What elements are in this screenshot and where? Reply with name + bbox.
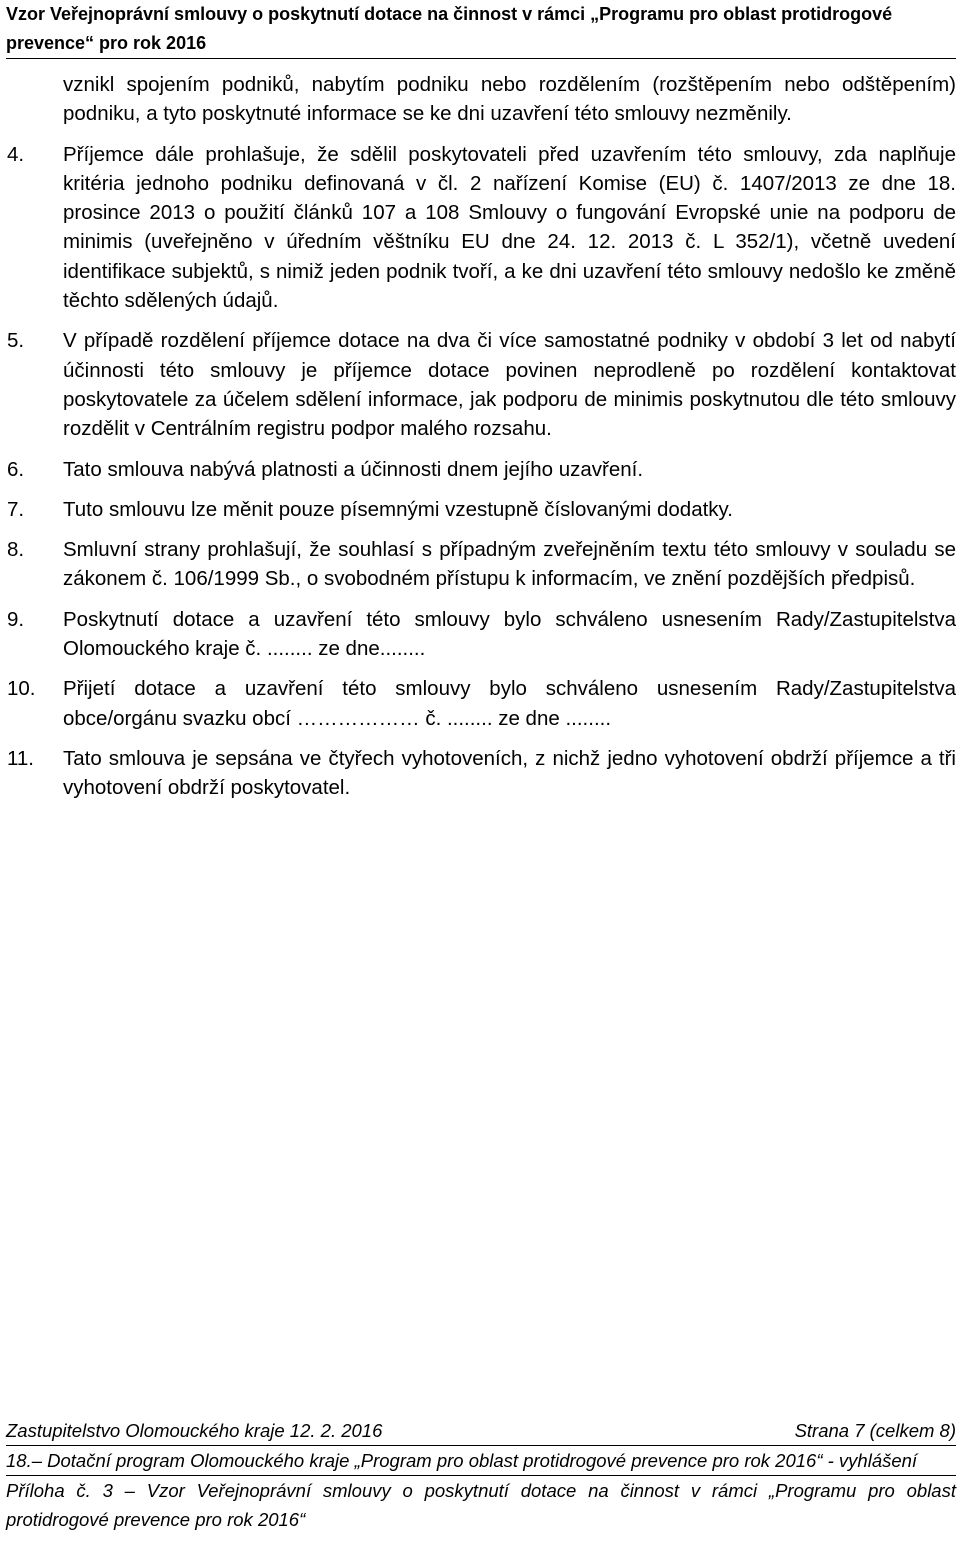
list-item-6 [7,455,956,484]
list-item-9 [7,605,956,664]
header-line-1: Vzor Veřejnoprávní smlouvy o poskytnutí dotace na činnost v rámci „Programu pro oblast protidrogové [6,4,893,24]
item-number: 7. [7,497,25,521]
item-text: Poskytnutí dotace a uzavření této smlouvy bylo schváleno usnesením Rady/Zastupitelstva Olomouckého kraje č. ........ ze dne........ [63,607,956,661]
item-text: V případě rozdělení příjemce dotace na dva či více samostatné podniky v období 3 let od nabytí účinnosti této smlouvy je příjemce dotace povinen neprodleně po rozdělení kontaktovat poskytovatele za účelem sdělení informace, jak podporu de minimis poskytnutou dle této smlouvy rozdělit v Centrálním registru podpor malého rozsahu. [63,329,956,441]
item-number: 10. [7,677,36,701]
item-text: Tato smlouva nabývá platnosti a účinnosti dnem jejího uzavření. [63,457,644,481]
item-number: 5. [7,329,25,353]
item-text: Přijetí dotace a uzavření této smlouvy bylo schváleno usnesením Rady/Zastupitelstva obce/orgánu svazku obcí ……………… č. ........ ze dne ........ [63,677,956,730]
list-item-4 [7,140,956,316]
item-number: 6. [7,457,25,481]
intro-paragraph: vznikl spojením podniků, nabytím podniku nebo rozdělením (rozštěpením nebo odštěpením) podniku, a tyto poskytnuté informace se ke dni uzavření této smlouvy nezměnily. [63,73,956,126]
footer-page-number: Strana 7 (celkem 8) [794,1420,956,1441]
page-header [6,0,956,59]
item-number: 9. [7,607,25,631]
list-item-5 [7,326,956,443]
item-text: Tuto smlouvu lze měnit pouze písemnými vzestupně číslovanými dodatky. [63,497,733,521]
item-text: Tato smlouva je sepsána ve čtyřech vyhotoveních, z nichž jedno vyhotovení obdrží příjemce a tři vyhotovení obdrží poskytovatel. [63,746,956,800]
list-item-7 [7,495,956,524]
item-number: 4. [7,142,25,166]
footer-meeting: Zastupitelstvo Olomouckého kraje 12. 2. 2016 [6,1420,383,1441]
list-item-8 [7,535,956,594]
document-body [7,70,956,814]
footer-row-1 [6,1416,956,1446]
item-text: Smluvní strany prohlašují, že souhlasí s případným zveřejněním textu této smlouvy v souladu se zákonem č. 106/1999 Sb., o svobodném přístupu k informacím, ve znění pozdějších předpisů. [63,538,956,591]
list-item-10 [7,674,956,733]
item-number: 11. [7,746,34,770]
item-number: 8. [7,538,25,562]
footer-agenda-item: 18.– Dotační program Olomouckého kraje „Program pro oblast protidrogové prevence pro rok 2016“ - vyhlášení [6,1446,956,1476]
item-text: Příjemce dále prohlašuje, že sdělil poskytovateli před uzavřením této smlouvy, zda naplňuje kritéria jednoho podniku definovaná v čl. 2 nařízení Komise (EU) č. 1407/2013 ze dne 18. prosince 2013 o použití článků 107 a 108 Smlouvy o fungování Evropské unie na podporu de minimis (uveřejněno v úředním věštníku EU dne 24. 12. 2013 č. L 352/1), včetně uvedení identifikace subjektů, s nimiž jeden podnik tvoří, a ke dni uzavření této smlouvy nedošlo ke změně těchto sdělených údajů. [63,142,956,313]
list-item-11 [7,744,956,803]
footer-attachment: Příloha č. 3 – Vzor Veřejnoprávní smlouvy o poskytnutí dotace na činnost v rámci „Programu pro oblast protidrogové prevence pro rok 2016“ [6,1480,956,1530]
page-footer [6,1416,956,1534]
header-line-2: prevence“ pro rok 2016 [6,33,207,53]
